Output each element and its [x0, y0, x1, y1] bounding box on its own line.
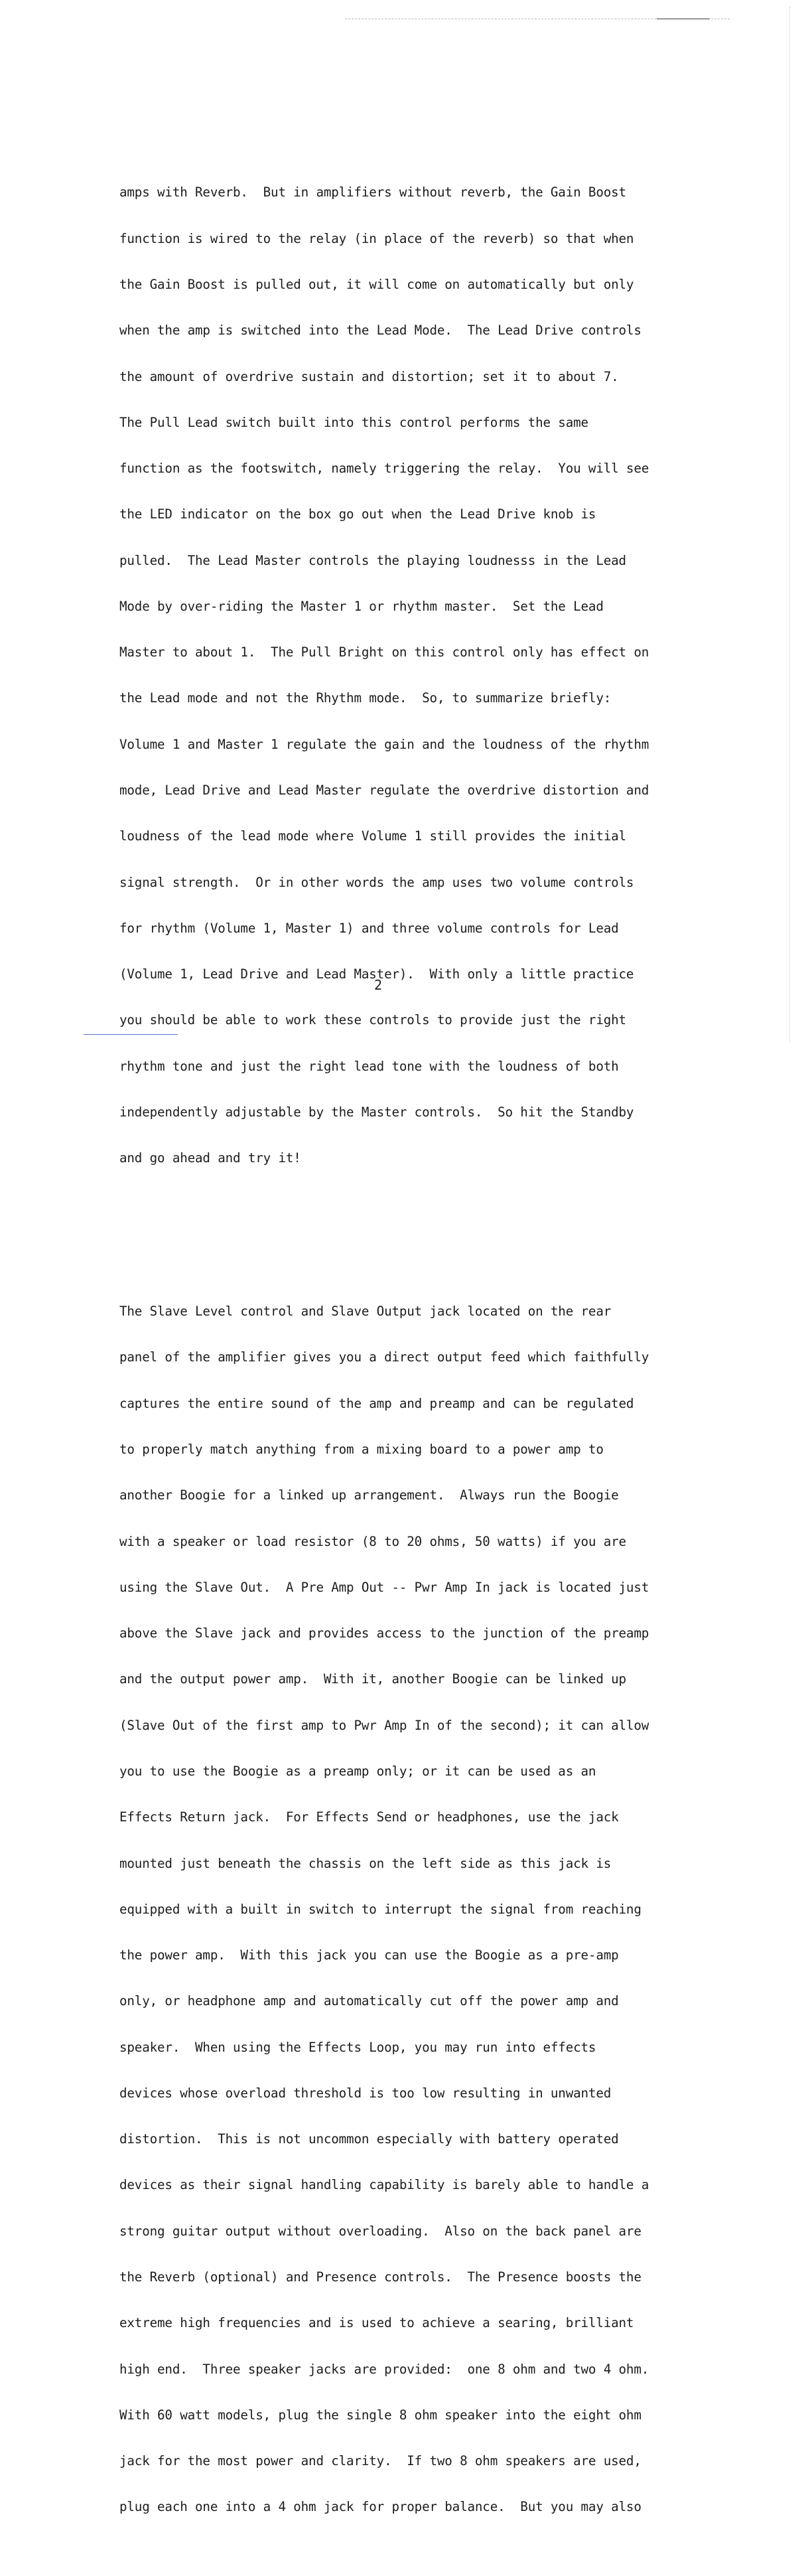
- scan-artifact-bottom: [84, 1034, 178, 1035]
- text-line: Mode by over-riding the Master 1 or rhythm master. Set the Lead: [119, 598, 604, 614]
- text-line: Volume 1 and Master 1 regulate the gain and the loudness of the rhythm: [119, 736, 649, 752]
- body-text: [119, 123, 677, 2576]
- text-line: jack for the most power and clarity. If two 8 ohm speakers are used,: [119, 2453, 642, 2469]
- text-line: (Slave Out of the first amp to Pwr Amp In of the second); it can allow: [119, 1717, 649, 1733]
- text-line: when the amp is switched into the Lead Mode. The Lead Drive controls: [119, 323, 642, 339]
- text-line: The Slave Level control and Slave Output jack located on the rear: [119, 1304, 612, 1320]
- text-line: another Boogie for a linked up arrangement. Always run the Boogie: [119, 1487, 619, 1503]
- text-line: function as the footswitch, namely triggering the relay. You will see: [119, 461, 649, 477]
- paragraph-1: [119, 154, 677, 1196]
- text-line: the LED indicator on the box go out when the Lead Drive knob is: [119, 506, 596, 522]
- text-line: Master to about 1. The Pull Bright on this control only has effect on: [119, 644, 649, 660]
- text-line: using the Slave Out. A Pre Amp Out -- Pwr Amp In jack is located just: [119, 1579, 649, 1595]
- text-line: Effects Return jack. For Effects Send or headphones, use the jack: [119, 1809, 619, 1825]
- text-line: speaker. When using the Effects Loop, you may run into effects: [119, 2039, 596, 2055]
- text-line: With 60 watt models, plug the single 8 ohm speaker into the eight ohm: [119, 2407, 642, 2423]
- text-line: the power amp. With this jack you can use the Boogie as a pre-amp: [119, 1947, 619, 1963]
- text-line: captures the entire sound of the amp and preamp and can be regulated: [119, 1395, 634, 1411]
- text-line: The Pull Lead switch built into this control performs the same: [119, 414, 588, 430]
- text-line: the Reverb (optional) and Presence controls. The Presence boosts the: [119, 2269, 642, 2285]
- text-line: equipped with a built in switch to interrupt the signal from reaching: [119, 1901, 642, 1917]
- text-line: only, or headphone amp and automatically cut off the power amp and: [119, 1993, 619, 2009]
- text-line: function is wired to the relay (in place of the reverb) so that when: [119, 230, 634, 246]
- text-line: and go ahead and try it!: [119, 1150, 301, 1166]
- text-line: mode, Lead Drive and Lead Master regulate the overdrive distortion and: [119, 783, 649, 798]
- text-line: signal strength. Or in other words the amp uses two volume controls: [119, 874, 634, 890]
- paragraph-spacer: [119, 1227, 677, 1243]
- text-line: plug each one into a 4 ohm jack for proper balance. But you may also: [119, 2499, 642, 2515]
- text-line: you should be able to work these controls to provide just the right: [119, 1012, 626, 1028]
- text-line: you to use the Boogie as a preamp only; or it can be used as an: [119, 1763, 596, 1779]
- text-line: and the output power amp. With it, another Boogie can be linked up: [119, 1671, 626, 1687]
- text-line: the Lead mode and not the Rhythm mode. So, to summarize briefly:: [119, 690, 612, 706]
- text-line: mounted just beneath the chassis on the left side as this jack is: [119, 1855, 612, 1871]
- text-line: the amount of overdrive sustain and distortion; set it to about 7.: [119, 368, 619, 384]
- text-line: for rhythm (Volume 1, Master 1) and three volume controls for Lead: [119, 920, 619, 936]
- page-number: 2: [373, 977, 383, 993]
- text-line: independently adjustable by the Master controls. So hit the Standby: [119, 1104, 634, 1120]
- scan-artifact-right-edge: [789, 7, 791, 1042]
- text-line: above the Slave jack and provides access to the junction of the preamp: [119, 1626, 649, 1641]
- text-line: loudness of the lead mode where Volume 1 still provides the initial: [119, 828, 626, 844]
- text-line: rhythm tone and just the right lead tone with the loudness of both: [119, 1058, 619, 1074]
- paragraph-2: [119, 1273, 677, 2545]
- text-line: strong guitar output without overloading. Also on the back panel are: [119, 2223, 642, 2239]
- text-line: (Volume 1, Lead Drive and Lead Master). With only a little practice: [119, 966, 634, 982]
- text-line: devices whose overload threshold is too low resulting in unwanted: [119, 2085, 612, 2101]
- text-line: panel of the amplifier gives you a direct output feed which faithfully: [119, 1349, 649, 1365]
- text-line: with a speaker or load resistor (8 to 20 ohms, 50 watts) if you are: [119, 1533, 626, 1549]
- text-line: distortion. This is not uncommon especially with battery operated: [119, 2131, 619, 2147]
- text-line: amps with Reverb. But in amplifiers without reverb, the Gain Boost: [119, 185, 626, 200]
- text-line: pulled. The Lead Master controls the playing loudnesss in the Lead: [119, 552, 626, 568]
- text-line: devices as their signal handling capability is barely able to handle a: [119, 2177, 649, 2193]
- text-line: high end. Three speaker jacks are provided: one 8 ohm and two 4 ohm.: [119, 2361, 649, 2377]
- text-line: to properly match anything from a mixing board to a power amp to: [119, 1441, 604, 1457]
- text-line: extreme high frequencies and is used to achieve a searing, brilliant: [119, 2315, 634, 2331]
- text-line: the Gain Boost is pulled out, it will come on automatically but only: [119, 276, 634, 292]
